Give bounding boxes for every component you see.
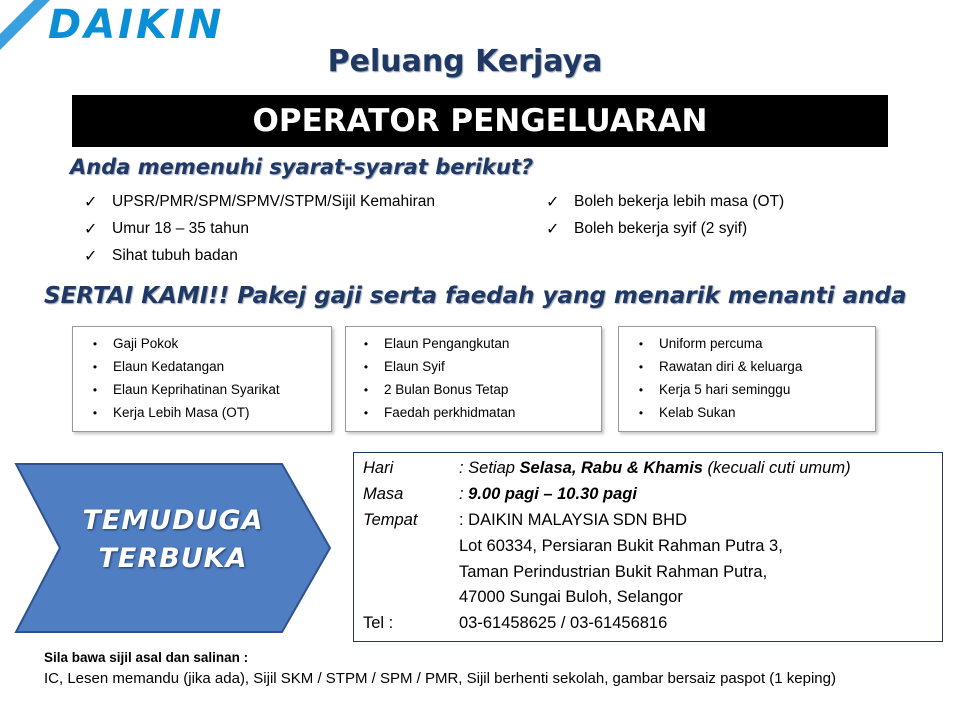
bullet-icon: • (363, 336, 369, 351)
day-note: (kecuali cuti umum) (702, 459, 851, 477)
place-line-3: Taman Perindustrian Bukit Rahman Putra, (459, 563, 768, 581)
benefit-item (623, 401, 875, 424)
time-prefix: : (459, 485, 469, 503)
requirement-item (544, 188, 784, 215)
bullet-icon: • (92, 405, 98, 420)
benefit-text: Elaun Syif (384, 359, 445, 374)
time-value: 9.00 pagi – 10.30 pagi (468, 485, 637, 503)
bullet-icon: • (92, 359, 98, 374)
requirement-text: Sihat tubuh badan (112, 246, 238, 264)
tel-value: 03-61458625 / 03-61456816 (459, 614, 668, 632)
requirements-list-right (544, 188, 784, 242)
interview-line-2: TERBUKA (98, 543, 248, 574)
detail-value (459, 485, 637, 504)
benefits-box-3 (618, 326, 876, 432)
place-line-4: 47000 Sungai Buloh, Selangor (459, 588, 683, 606)
benefit-item (623, 378, 875, 401)
benefit-text: Kerja Lebih Masa (OT) (113, 405, 250, 420)
detail-label: Tel : (363, 614, 394, 632)
benefit-text: Kelab Sukan (659, 405, 736, 420)
benefit-text: Gaji Pokok (113, 336, 179, 351)
benefit-item (77, 378, 331, 401)
job-title-bar (72, 95, 888, 147)
check-icon: ✓ (546, 220, 560, 238)
requirement-text: Boleh bekerja lebih masa (OT) (574, 192, 785, 210)
requirement-text: UPSR/PMR/SPM/SPMV/STPM/Sijil Kemahiran (112, 192, 435, 210)
bring-documents-heading: Sila bawa sijil asal dan salinan : (44, 650, 249, 665)
benefit-item (623, 332, 875, 355)
requirement-item (544, 215, 784, 242)
check-icon: ✓ (84, 193, 98, 211)
place-line-2: Lot 60334, Persiaran Bukit Rahman Putra 3, (459, 537, 783, 555)
benefits-box-1 (72, 326, 332, 432)
daikin-logo: DAIKIN (48, 2, 225, 48)
requirements-list-left (82, 188, 435, 269)
check-icon: ✓ (84, 220, 98, 238)
corner-accent-inner (0, 0, 34, 34)
benefit-text: Elaun Pengangkutan (384, 336, 510, 351)
detail-label: Tempat (363, 511, 418, 529)
benefit-item (77, 355, 331, 378)
requirement-text: Boleh bekerja syif (2 syif) (574, 219, 748, 237)
bullet-icon: • (92, 382, 98, 397)
page-title: Peluang Kerjaya (327, 44, 603, 79)
benefit-item (348, 401, 601, 424)
requirement-item (82, 242, 435, 269)
bullet-icon: • (363, 405, 369, 420)
benefit-text: Elaun Kedatangan (113, 359, 225, 374)
benefit-text: Kerja 5 hari seminggu (659, 382, 791, 397)
day-prefix: : Setiap (459, 459, 520, 477)
check-icon: ✓ (546, 193, 560, 211)
benefit-text: Rawatan diri & keluarga (659, 359, 803, 374)
join-us-heading: SERTAI KAMI!! Pakej gaji serta faedah yang menarik menanti anda (44, 283, 907, 309)
benefit-text: 2 Bulan Bonus Tetap (384, 382, 509, 397)
benefit-item (77, 401, 331, 424)
detail-label: Hari (363, 459, 394, 477)
benefit-item (77, 332, 331, 355)
detail-label: Masa (363, 485, 404, 503)
requirement-text: Umur 18 – 35 tahun (112, 219, 250, 237)
check-icon: ✓ (84, 247, 98, 265)
day-days: Selasa, Rabu & Khamis (519, 459, 703, 477)
benefit-item (348, 355, 601, 378)
bullet-icon: • (363, 359, 369, 374)
bullet-icon: • (363, 382, 369, 397)
interview-arrow-label (60, 502, 286, 578)
benefit-item (348, 332, 601, 355)
place-line-1: : DAIKIN MALAYSIA SDN BHD (459, 511, 688, 529)
bullet-icon: • (638, 336, 644, 351)
interview-details-box (353, 452, 943, 642)
bullet-icon: • (638, 382, 644, 397)
bullet-icon: • (638, 359, 644, 374)
requirement-item (82, 188, 435, 215)
benefit-text: Faedah perkhidmatan (384, 405, 516, 420)
detail-value (459, 459, 851, 478)
interview-line-1: TEMUDUGA (82, 505, 264, 536)
benefits-box-2 (345, 326, 602, 432)
bring-documents-text: IC, Lesen memandu (jika ada), Sijil SKM / STPM / SPM / PMR, Sijil berhenti sekolah, gambar bersaiz paspot (1 keping) (44, 670, 836, 687)
bullet-icon: • (638, 405, 644, 420)
requirement-item (82, 215, 435, 242)
requirements-heading: Anda memenuhi syarat-syarat berikut? (70, 155, 534, 179)
bullet-icon: • (92, 336, 98, 351)
benefit-text: Uniform percuma (659, 336, 763, 351)
benefit-text: Elaun Keprihatinan Syarikat (113, 382, 280, 397)
benefit-item (348, 378, 601, 401)
benefit-item (623, 355, 875, 378)
job-title: OPERATOR PENGELUARAN (252, 103, 708, 139)
